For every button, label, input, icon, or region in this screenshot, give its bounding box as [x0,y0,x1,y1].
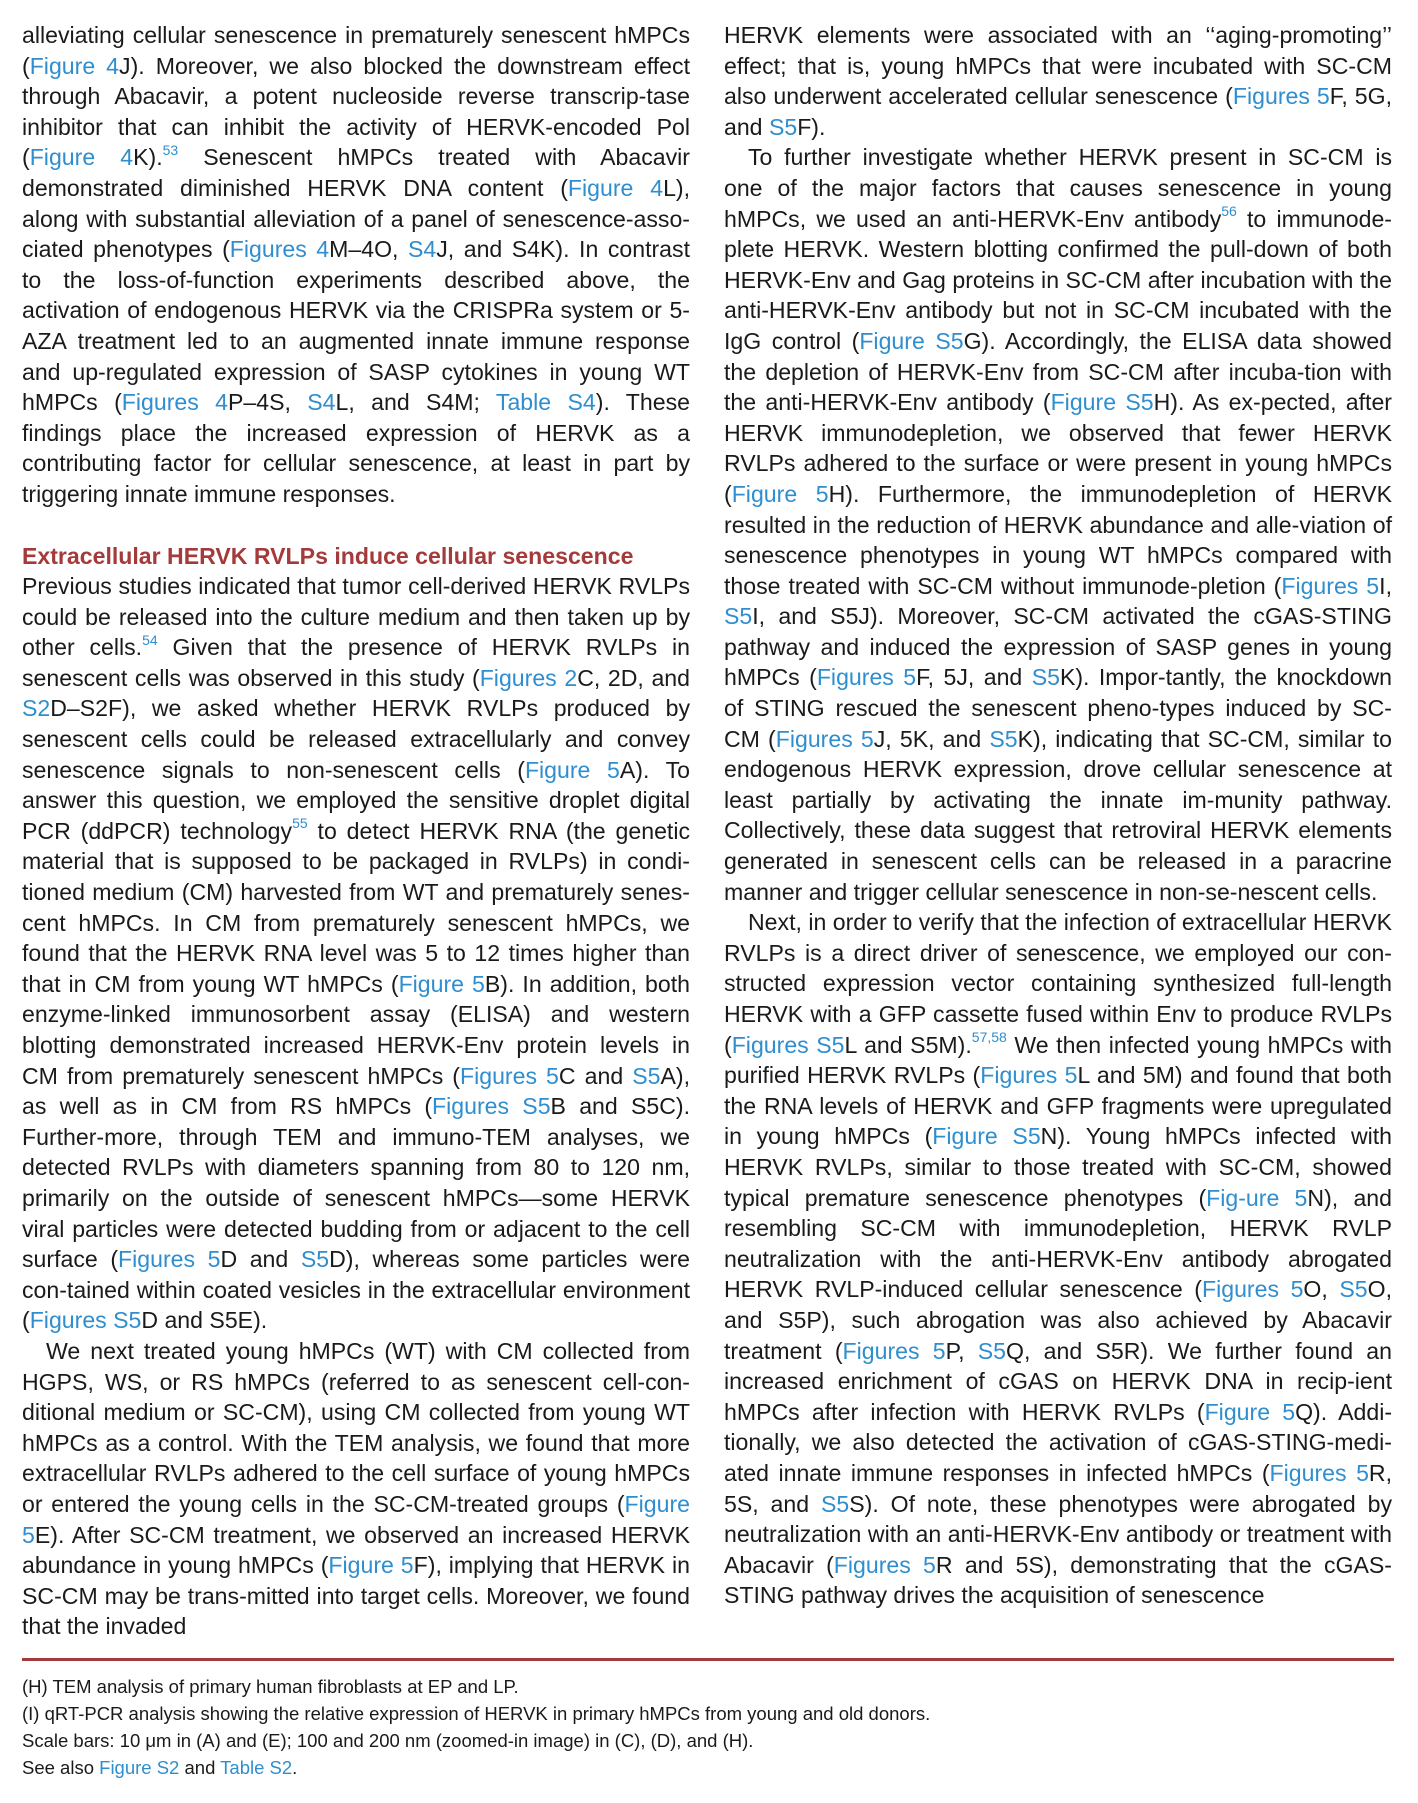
figure-link[interactable]: Figures 5 [460,1062,559,1089]
figure-link[interactable]: Figures S5 [29,1307,142,1334]
body-text: Next, in order to verify that the infection of extracellular HERVK RVLPs is a direct driver of senescence, we employed our con-structed expression vector containing synthesized full-length HERVK with a GFP cassette fused within Env to produce RVLPs ( [724,909,1392,1058]
body-text: M–4O, [329,236,408,263]
paragraph-right-3 [724,907,1392,1611]
body-text: N), and resembling SC-CM with immunodepletion, HERVK RVLP neutralization with the anti-HERVK-Env antibody abrogated HERVK RVLP-induced cellular senescence ( [724,1184,1392,1303]
body-text: P–4S, [228,389,308,416]
body-text: Given that the presence of HERVK RVLPs in senescent cells was observed in this study ( [22,634,691,691]
figure-link[interactable]: S5 [724,603,753,630]
figure-link[interactable]: Figures 5 [1232,83,1330,110]
figure-link[interactable]: Figure 5 [1204,1398,1296,1425]
body-text: A), as well as in CM from RS hMPCs ( [22,1062,690,1120]
paragraph-right-2 [724,142,1392,907]
figure-link[interactable]: S5 [632,1062,661,1089]
body-text: A). To answer this question, we employed the sensitive droplet digital PCR (ddPCR) technology [22,756,690,844]
body-text: C and [558,1062,633,1089]
figure-link[interactable]: Figure S5 [859,327,964,354]
figure-link[interactable]: Figure S5 [1050,389,1154,416]
figure-link[interactable]: S2 [22,695,51,722]
figure-link[interactable]: Figures 5 [816,664,917,691]
body-text: L and 5M) and found that both the RNA levels of HERVK and GFP fragments were upregulated in young hMPCs ( [724,1062,1393,1150]
section-heading: Extracellular HERVK RVLPs induce cellular senescence [22,542,634,569]
body-text: L), along with substantial alleviation of a panel of senescence-asso-ciated phenotypes ( [22,174,691,263]
figure-link[interactable]: S5 [768,113,798,140]
figure-link[interactable]: S5 [820,1490,850,1517]
figure-link[interactable]: S4 [307,389,336,416]
section-gap [22,510,690,541]
figure-link[interactable]: Figure 5 [524,756,620,783]
figure-link[interactable]: Figures 2 [479,664,578,691]
figure-link[interactable]: Figures S5 [432,1093,551,1120]
body-text: I, and S5J). Moreover, SC-CM activated the cGAS-STING pathway and induced the expression of SASP genes in young hMPCs ( [724,603,1392,691]
figure-link[interactable]: Figures 4 [121,389,228,416]
figure-link[interactable]: S5 [1339,1276,1368,1303]
caption-line: Scale bars: 10 μm in (A) and (E); 100 and 200 nm (zoomed-in image) in (C), (D), and (H). [22,1730,754,1751]
body-text: R, 5S, and [724,1459,1393,1517]
figure-link[interactable]: Figures 5 [980,1062,1078,1089]
citation-superscript[interactable]: 53 [162,141,179,158]
body-text: R and 5S), demonstrating that the cGAS-STING pathway drives the acquisition of senescence [724,1551,1392,1609]
right-column [724,20,1392,1611]
body-text: D–S2F), we asked whether HERVK RVLPs produced by senescent cells could be released extracellularly and convey senescence signals to non-senescent cells ( [22,695,690,783]
body-text: O, and S5P), such abrogation was also achieved by Abacavir treatment ( [724,1276,1393,1364]
body-text: D and S5E). [141,1307,268,1334]
body-text: We then infected young hMPCs with purified HERVK RVLPs ( [724,1031,1392,1089]
figure-link[interactable]: Figure 5 [398,970,485,997]
paragraph-left-1 [22,20,690,510]
body-text: Q, and S5R). We further found an increased enrichment of cGAS on HERVK DNA in recip-ient hMPCs after infection with HERVK RVLPs ( [724,1337,1392,1425]
body-text: to immunode-plete HERVK. Western blotting confirmed the pull-down of both HERVK-Env and Gag proteins in SC-CM after incubation with the anti-HERVK-Env antibody but not in SC-CM incubated with the IgG control ( [724,205,1392,354]
body-text: HERVK elements were associated with an ‘‘aging-promoting’’ effect; that is, young hMPCs that were incubated with SC-CM also underwent accelerated cellular senescence ( [724,22,1392,110]
body-text: P, [945,1337,978,1364]
figure-link[interactable]: Figures 5 [1281,572,1380,599]
citation-superscript[interactable]: 55 [292,815,308,832]
figure-link[interactable]: Figure S2 [99,1757,180,1778]
body-text: I, [1379,572,1392,599]
figure-link[interactable]: Figure 5 [328,1552,414,1579]
body-text: to detect HERVK RNA (the genetic material that is supposed to be packaged in RVLPs) in condi-tioned medium (CM) harvested from WT and prematurely senes-cent hMPCs. In CM from prematurely senescent hMPCs, we found that the HERVK RNA level was 5 to 12 times higher than that in CM from young WT hMPCs ( [22,817,691,997]
body-text: We next treated young hMPCs (WT) with CM collected from HGPS, WS, or RS hMPCs (referred to as senescent cell-con-ditional medium or SC-CM), using CM collected from young WT hMPCs as a control. With the TEM analysis, we found that more extracellular RVLPs adhered to the cell surface of young hMPCs or entered the young cells in the SC-CM-treated groups ( [22,1337,690,1517]
body-text: K). [133,144,163,171]
table-link[interactable]: Table S4 [495,389,596,416]
figure-caption [22,1673,1394,1781]
caption-line: (H) TEM analysis of primary human fibroblasts at EP and LP. [22,1676,519,1697]
caption-line: (I) qRT-PCR analysis showing the relative expression of HERVK in primary hMPCs from young and old donors. [22,1703,931,1724]
caption-line [22,1754,1394,1781]
body-text: H). Furthermore, the immunodepletion of HERVK resulted in the reduction of HERVK abundance and alle-viation of senescence phenotypes in young WT hMPCs compared with those treated with SC-CM without immunode-pletion ( [724,480,1393,599]
body-text: C, 2D, and [577,664,690,691]
figure-link[interactable]: Figure 5 [731,480,829,507]
figure-link[interactable]: Figure 4 [567,174,664,201]
caption-divider [22,1658,1394,1661]
body-text: ). These findings place the increased expression of HERVK as a contributing factor for cellular senescence, at least in part by triggering innate immune responses. [22,389,690,507]
figure-link[interactable]: Figures 4 [229,236,330,263]
body-text: F, 5G, and [724,83,1393,140]
figure-link[interactable]: Figures 5 [775,725,874,752]
body-text: J). Moreover, we also blocked the downstream effect through Abacavir, a potent nucleoside reverse transcrip-tase inhibitor that can inhibit the activity of HERVK-encoded Pol ( [22,52,690,171]
figure-link[interactable]: S4 [407,236,437,263]
body-text: S). Of note, these phenotypes were abrogated by neutralization with an anti-HERVK-Env antibody or treatment with Abacavir ( [724,1490,1392,1578]
body-text: E). After SC-CM treatment, we observed an increased HERVK abundance in young hMPCs ( [22,1521,690,1579]
paragraph-left-3 [22,1336,690,1642]
caption-text: See also [22,1757,100,1778]
figure-link[interactable]: Figures 5 [118,1246,221,1273]
paragraph-left-2 [22,571,690,1336]
figure-link[interactable]: Figures 5 [842,1337,946,1364]
figure-link[interactable]: S5 [300,1246,330,1273]
body-text: L and S5M). [844,1031,972,1058]
citation-superscript[interactable]: 57,58 [971,1028,1007,1045]
figure-link[interactable]: Fig-ure 5 [1206,1184,1308,1211]
figure-link[interactable]: Figures 5 [1202,1276,1304,1303]
body-text: To further investigate whether HERVK present in SC-CM is one of the major factors that causes senescence in young hMPCs, we used an anti-HERVK-Env antibody [724,144,1392,232]
body-text: N). Young hMPCs infected with HERVK RVLPs, similar to those treated with SC-CM, showed typical premature senescence phenotypes ( [724,1123,1393,1211]
body-text: L, and S4M; [335,389,496,416]
body-text: B). In addition, both enzyme-linked immunosorbent assay (ELISA) and western blotting demonstrated increased HERVK-Env protein levels in CM from prematurely senescent hMPCs ( [22,970,690,1089]
body-text: B and S5C). Further-more, through TEM and immuno-TEM analyses, we detected RVLPs with diameters spanning from 80 to 120 nm, primarily on the outside of senescent hMPCs—some HERVK viral particles were detected budding from or adjacent to the cell surface ( [22,1093,690,1273]
table-link[interactable]: Table S2 [220,1757,293,1778]
body-text: G). Accordingly, the ELISA data showed the depletion of HERVK-Env from SC-CM after incuba-tion with the anti-HERVK-Env antibody ( [724,327,1393,416]
body-text: J, and S4K). In contrast to the loss-of-function experiments described above, the activation of endogenous HERVK via the CRISPRa system or 5-AZA treatment led to an augmented innate immune response and up-regulated expression of SASP cytokines in young WT hMPCs ( [22,236,690,416]
figure-link[interactable]: Figure 4 [29,144,134,171]
body-text: K). Impor-tantly, the knockdown of STING rescued the senescent pheno-types induced by SC-CM ( [724,664,1392,752]
body-text: Q). Addi-tionally, we also detected the activation of cGAS-STING-medi-ated innate immune responses in infected hMPCs ( [724,1398,1393,1486]
citation-superscript[interactable]: 56 [1221,202,1237,219]
body-text: D and [220,1246,301,1273]
figure-link[interactable]: Figure 4 [29,52,120,79]
citation-superscript[interactable]: 54 [142,631,158,648]
figure-link[interactable]: S5 [977,1337,1006,1364]
body-text: K), indicating that SC-CM, similar to endogenous HERVK expression, drove cellular senescence at least partially by activating the innate im-munity pathway. Collectively, these data suggest that retroviral HERVK elements generated in senescent cells can be released in a paracrine manner and trigger cellular senescence in non-se-nescent cells. [724,725,1392,905]
left-column [22,20,690,1642]
body-text: F), implying that HERVK in SC-CM may be trans-mitted into target cells. Moreover, we found that the invaded [22,1552,690,1640]
caption-text: and [179,1757,221,1778]
figure-link[interactable]: S5 [989,725,1018,752]
figure-link[interactable]: Figures 5 [833,1551,936,1578]
figure-link[interactable]: S5 [1031,664,1060,691]
figure-link[interactable]: Figures S5 [731,1031,845,1058]
figure-link[interactable]: Figure S5 [932,1123,1041,1150]
body-text: O, [1303,1276,1340,1303]
body-text: alleviating cellular senescence in prematurely senescent hMPCs ( [22,22,690,79]
body-text: H). As ex-pected, after HERVK immunodepletion, we observed that fewer HERVK RVLPs adhered to the surface or were present in young hMPCs ( [724,389,1392,507]
body-text: F, 5J, and [916,664,1032,691]
paragraph-right-1 [724,20,1392,142]
body-text: D), whereas some particles were con-tained within coated vesicles in the extracellular environment ( [22,1246,690,1334]
figure-link[interactable]: Figure 5 [22,1490,690,1548]
body-text: Previous studies indicated that tumor cell-derived HERVK RVLPs could be released into the culture medium and then taken up by other cells. [22,573,690,661]
body-text: F). [797,113,826,140]
body-text: J, 5K, and [873,725,990,752]
figure-link[interactable]: Figures 5 [1269,1459,1369,1486]
body-text: Senescent hMPCs treated with Abacavir demonstrated diminished HERVK DNA content ( [22,144,690,201]
caption-text: . [292,1757,298,1778]
